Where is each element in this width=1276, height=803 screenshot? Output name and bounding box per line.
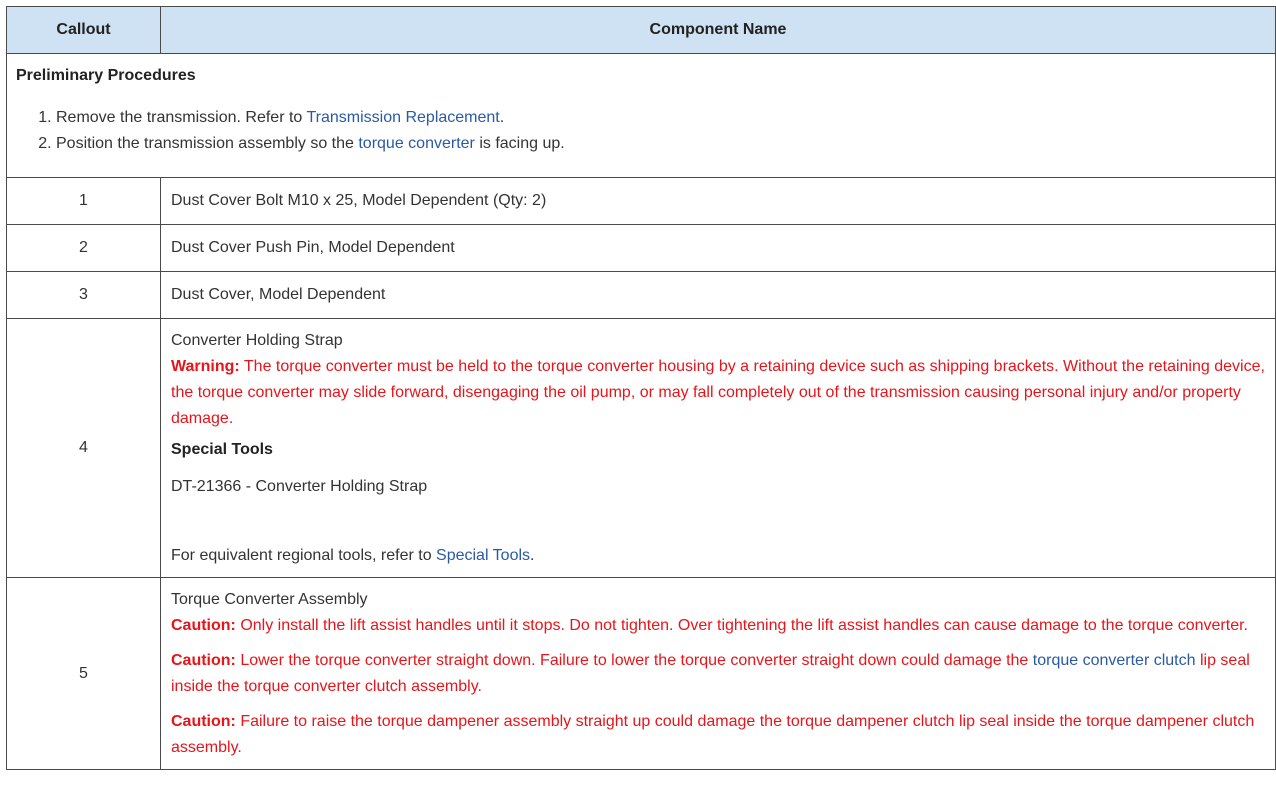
component-name: Dust Cover Push Pin, Model Dependent — [161, 225, 1276, 272]
callout-number: 3 — [7, 272, 161, 319]
caution-note: Caution: Failure to raise the torque dampener assembly straight up could damage the torque dampener clutch lip seal inside the torque dampener clutch assembly. — [171, 713, 1255, 756]
header-component-name: Component Name — [161, 7, 1276, 54]
caution-label: Caution: — [171, 652, 236, 669]
preliminary-step: 2. Position the transmission assembly so the torque converter is facing up. — [56, 131, 1266, 157]
table-row — [7, 319, 1276, 578]
caution-label: Caution: — [171, 713, 236, 730]
torque-converter-clutch-link[interactable]: torque converter clutch — [1032, 652, 1196, 669]
callout-number: 4 — [7, 319, 161, 578]
preliminary-procedures-cell — [7, 54, 1276, 178]
component-detail-cell — [161, 578, 1276, 770]
table-row — [7, 272, 1276, 319]
component-name: Dust Cover, Model Dependent — [161, 272, 1276, 319]
table-header-row — [7, 7, 1276, 54]
component-detail-cell — [161, 319, 1276, 578]
caution-note: Caution: Lower the torque converter straight down. Failure to lower the torque converter straight down could damage the torque converter clutch lip seal inside the torque converter clutch assembly. — [171, 652, 1250, 695]
procedure-table — [6, 6, 1276, 770]
preliminary-procedures-row — [7, 54, 1276, 178]
preliminary-steps-list — [16, 105, 1266, 157]
warning-label: Warning: — [171, 358, 240, 375]
table-row — [7, 225, 1276, 272]
preliminary-step: 1. Remove the transmission. Refer to Transmission Replacement. — [56, 105, 1266, 131]
transmission-replacement-link[interactable]: Transmission Replacement — [306, 109, 500, 126]
warning-note: Warning: The torque converter must be held to the torque converter housing by a retaining device such as shipping brackets. Without the retaining device, the torque converter may slide forward, disengaging the oil pump, or may fall completely out of the transmission causing personal injury and/or property damage. — [171, 358, 1265, 427]
callout-number: 1 — [7, 178, 161, 225]
component-name: Dust Cover Bolt M10 x 25, Model Dependent (Qty: 2) — [161, 178, 1276, 225]
component-name: Torque Converter Assembly — [171, 591, 368, 608]
caution-note: Caution: Only install the lift assist handles until it stops. Do not tighten. Over tightening the lift assist handles can cause damage to the torque converter. — [171, 617, 1248, 634]
table-row — [7, 178, 1276, 225]
special-tools-title: Special Tools — [171, 441, 273, 458]
callout-number: 5 — [7, 578, 161, 770]
table-row — [7, 578, 1276, 770]
header-callout: Callout — [7, 7, 161, 54]
preliminary-procedures-title: Preliminary Procedures — [16, 67, 196, 84]
caution-label: Caution: — [171, 617, 236, 634]
component-name: Converter Holding Strap — [171, 332, 343, 349]
special-tool-item: DT-21366 - Converter Holding Strap — [171, 478, 428, 495]
callout-number: 2 — [7, 225, 161, 272]
equivalent-tools-note: For equivalent regional tools, refer to Special Tools. — [171, 547, 535, 564]
torque-converter-link[interactable]: torque converter — [358, 135, 475, 152]
special-tools-link[interactable]: Special Tools — [436, 547, 531, 564]
